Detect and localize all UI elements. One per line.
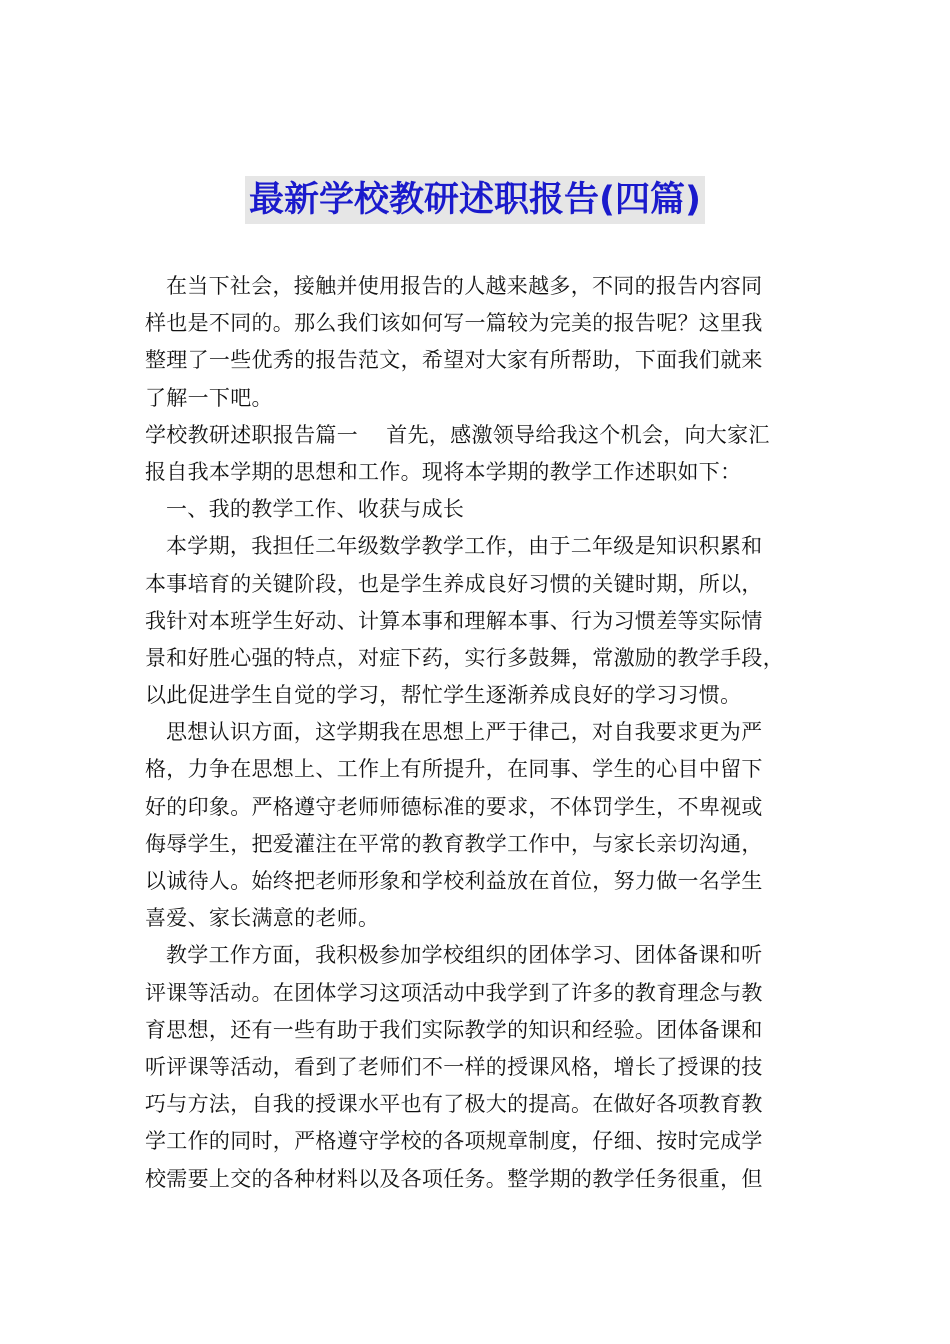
text-line: 以诚待人。始终把老师形象和学校利益放在首位，努力做一名学生	[145, 869, 763, 893]
text-line: 教学工作方面，我积极参加学校组织的团体学习、团体备课和听	[166, 943, 763, 968]
text-line: 样也是不同的。那么我们该如何写一篇较为完美的报告呢？这里我	[145, 311, 763, 336]
text-line: 一、我的教学工作、收获与成长	[166, 497, 465, 522]
text-line: 评课等活动。在团体学习这项活动中我学到了许多的教育理念与教	[145, 980, 763, 1005]
text-line: 学工作的同时，严格遵守学校的各项规章制度，仔细、按时完成学	[145, 1129, 763, 1154]
document-body	[145, 268, 817, 1198]
text-line: 本学期，我担任二年级数学教学工作，由于二年级是知识积累和	[166, 534, 763, 559]
text-line: 学校教研述职报告篇一 首先，感激领导给我这个机会，向大家汇	[145, 422, 770, 447]
text-line: 了解一下吧。	[145, 385, 273, 410]
text-line: 报自我本学期的思想和工作。现将本学期的教学工作述职如下：	[145, 459, 742, 484]
text-line: 侮辱学生，把爱灌注在平常的教育教学工作中，与家长亲切沟通，	[145, 831, 763, 856]
text-line: 整理了一些优秀的报告范文，希望对大家有所帮助，下面我们就来	[145, 348, 763, 373]
text-line: 景和好胜心强的特点，对症下药，实行多鼓舞，常激励的教学手段，	[145, 645, 784, 670]
title-container	[0, 176, 950, 224]
text-line: 校需要上交的各种材料以及各项任务。整学期的教学任务很重，但	[145, 1166, 763, 1191]
text-line: 巧与方法，自我的授课水平也有了极大的提高。在做好各项教育教	[145, 1092, 763, 1117]
text-line: 以此促进学生自觉的学习，帮忙学生逐渐养成良好的学习习惯。	[145, 683, 742, 708]
text-line: 我针对本班学生好动、计算本事和理解本事、行为习惯差等实际情	[145, 608, 763, 633]
text-line: 思想认识方面，这学期我在思想上严于律己，对自我要求更为严	[166, 720, 763, 745]
text-line: 听评课等活动，看到了老师们不一样的授课风格，增长了授课的技	[145, 1054, 763, 1079]
text-line: 本事培育的关键阶段，也是学生养成良好习惯的关键时期，所以，	[145, 571, 763, 596]
document-title: 最新学校教研述职报告(四篇)	[245, 176, 705, 224]
text-line: 格，力争在思想上、工作上有所提升，在同事、学生的心目中留下	[145, 757, 763, 782]
text-line: 喜爱、家长满意的老师。	[145, 906, 380, 931]
text-line: 在当下社会，接触并使用报告的人越来越多，不同的报告内容同	[166, 274, 763, 298]
text-line: 好的印象。严格遵守老师师德标准的要求，不体罚学生，不卑视或	[145, 794, 763, 819]
text-line: 育思想，还有一些有助于我们实际教学的知识和经验。团体备课和	[145, 1017, 763, 1042]
